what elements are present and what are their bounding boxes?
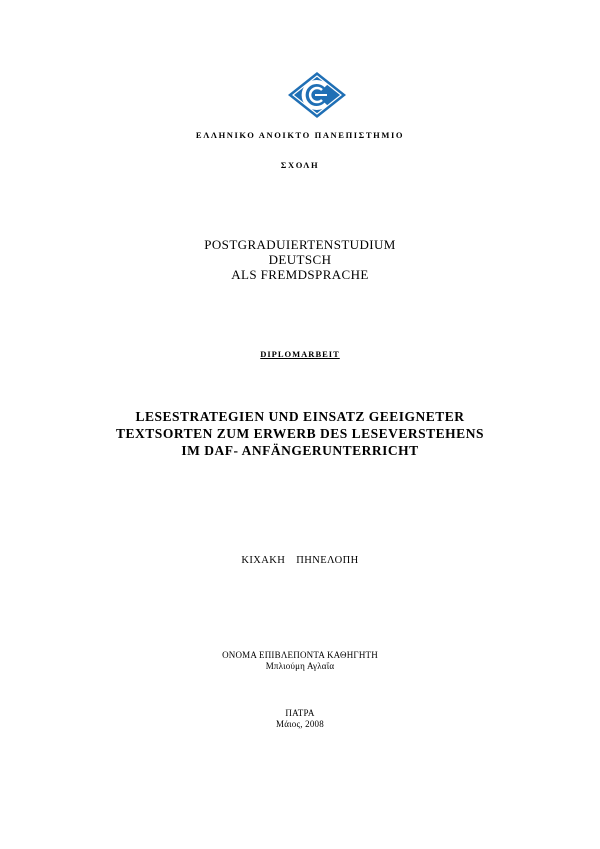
supervisor-label: ΟΝΟΜΑ ΕΠΙΒΛΕΠΟΝΤΑ ΚΑΘΗΓΗΤΗ — [222, 650, 378, 660]
school-name: ΣΧΟΛΗ — [280, 160, 320, 170]
thesis-title-line-3: IM DAF- ANFÄNGERUNTERRICHT — [181, 443, 419, 458]
university-logo-icon — [287, 71, 347, 119]
supervisor-name: Μπλιούμη Αγλαΐα — [265, 661, 335, 671]
author-surname: ΚΙΧΑΚΗ — [241, 555, 286, 566]
place-date-block — [0, 708, 600, 730]
document-type-label: DIPLOMARBEIT — [260, 349, 340, 359]
program-line-1: POSTGRADUIERTENSTUDIUM — [204, 237, 396, 252]
document-type — [0, 349, 600, 359]
program-line-2: DEUTSCH — [268, 252, 332, 267]
thesis-title-line-2: TEXTSORTEN ZUM ERWERB DES LESEVERSTEHENS — [116, 426, 484, 441]
university-name: ΕΛΛΗΝΙΚΟ ΑΝΟΙΚΤΟ ΠΑΝΕΠΙΣΤΗΜΙΟ — [195, 130, 405, 140]
thesis-title — [0, 408, 600, 459]
program-line-3: ALS FREMDSPRACHE — [231, 267, 369, 282]
supervisor-block — [0, 650, 600, 672]
place-date: Μάιος, 2008 — [276, 719, 324, 729]
place-city: ΠΑΤΡΑ — [285, 708, 315, 718]
program-title — [0, 237, 600, 282]
author-name — [0, 555, 600, 566]
thesis-title-line-1: LESESTRATEGIEN UND EINSATZ GEEIGNETER — [135, 409, 465, 424]
author-given-name: ΠΗΝΕΛΟΠΗ — [296, 555, 359, 566]
